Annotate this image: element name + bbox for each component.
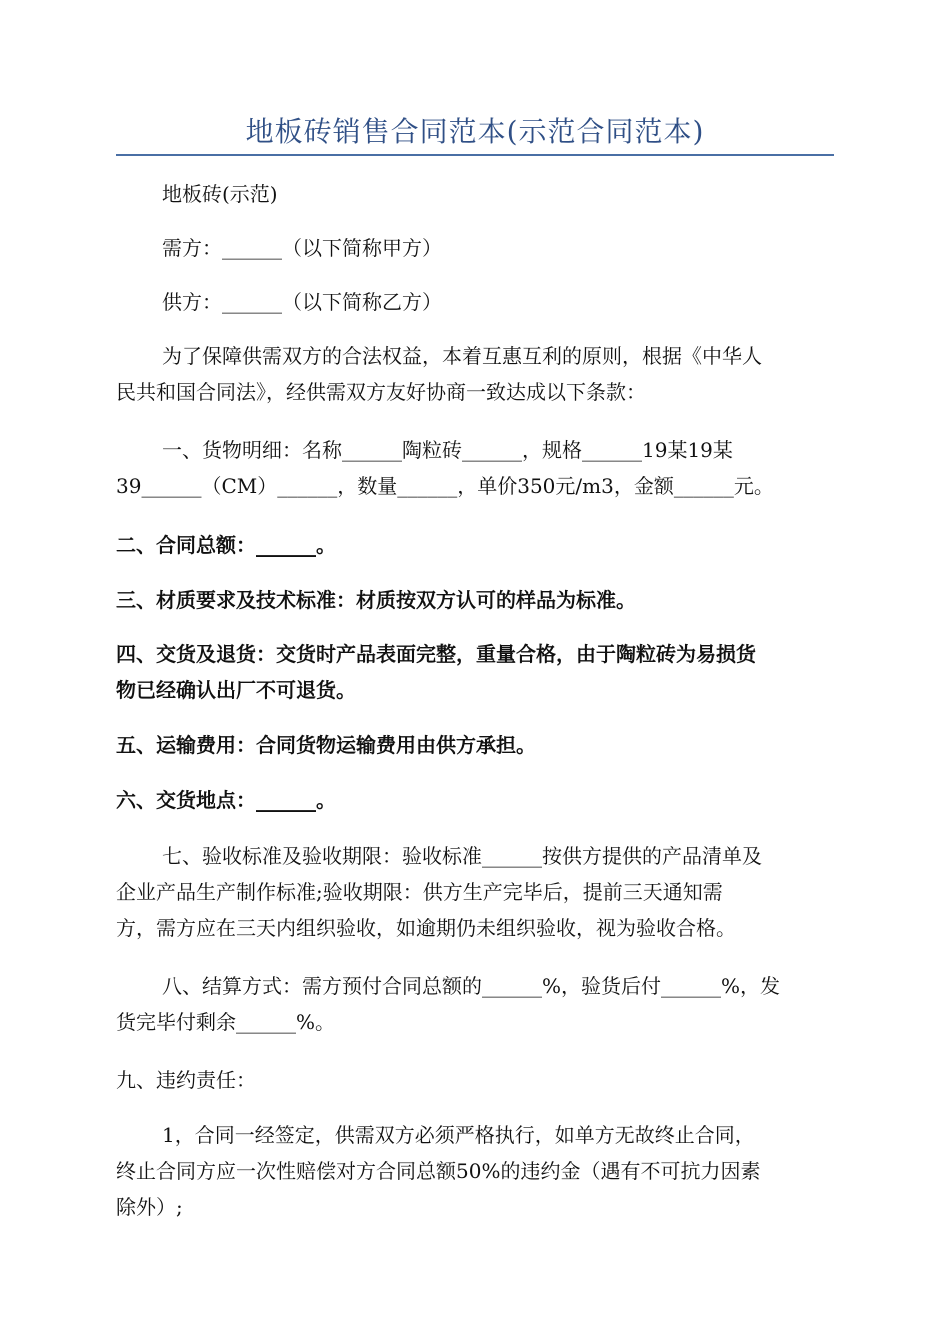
clause-9-item-1-line-2: 终止合同方应一次性赔偿对方合同总额50%的违约金（遇有不可抗力因素 [116,1159,761,1183]
seller-line: 供方：______（以下简称乙方） [162,290,442,314]
clause-1 [116,432,834,504]
clause-4 [116,636,834,708]
clause-8 [116,968,834,1040]
title-underline [116,154,834,156]
clause-9-item-1 [116,1117,834,1225]
document-title: 地板砖销售合同范本(示范合同范本) [245,115,705,148]
clause-1-line-1: 一、货物明细：名称______陶粒砖______，规格______19某19某 [162,438,733,462]
clause-6: 六、交货地点：______。 [116,788,336,812]
clause-8-line-2: 货完毕付剩余______%。 [116,1010,336,1034]
clause-3: 三、材质要求及技术标准：材质按双方认可的样品为标准。 [116,588,636,612]
clause-9: 九、违约责任： [116,1068,256,1092]
intro-paragraph [116,338,834,410]
clause-9-item-1-line-3: 除外）; [116,1195,183,1219]
clause-7-line-1: 七、验收标准及验收期限：验收标准______按供方提供的产品清单及 [162,844,762,868]
clause-7-line-3: 方，需方应在三天内组织验收，如逾期仍未组织验收，视为验收合格。 [116,916,736,940]
buyer-line: 需方：______（以下简称甲方） [162,236,442,260]
clause-1-line-2: 39______（CM）______，数量______，单价350元/m3，金额______元。 [116,474,774,498]
clause-7-line-2: 企业产品生产制作标准;验收期限：供方生产完毕后，提前三天通知需 [116,880,723,904]
clause-9-item-1-line-1: 1，合同一经签定，供需双方必须严格执行，如单方无故终止合同， [162,1123,755,1147]
clause-8-line-1: 八、结算方式：需方预付合同总额的______%，验货后付______%，发 [162,974,781,998]
intro-line-1: 为了保障供需双方的合法权益，本着互惠互利的原则，根据《中华人 [162,344,762,368]
clause-7 [116,838,834,946]
clause-5: 五、运输费用：合同货物运输费用由供方承担。 [116,733,536,757]
clause-4-line-2: 物已经确认出厂不可退货。 [116,678,356,702]
clause-2: 二、合同总额：______。 [116,533,336,557]
clause-4-line-1: 四、交货及退货：交货时产品表面完整，重量合格，由于陶粒砖为易损货 [116,642,756,666]
intro-line-2: 民共和国合同法》，经供需双方友好协商一致达成以下条款： [116,380,646,404]
subtitle: 地板砖(示范) [162,182,278,206]
